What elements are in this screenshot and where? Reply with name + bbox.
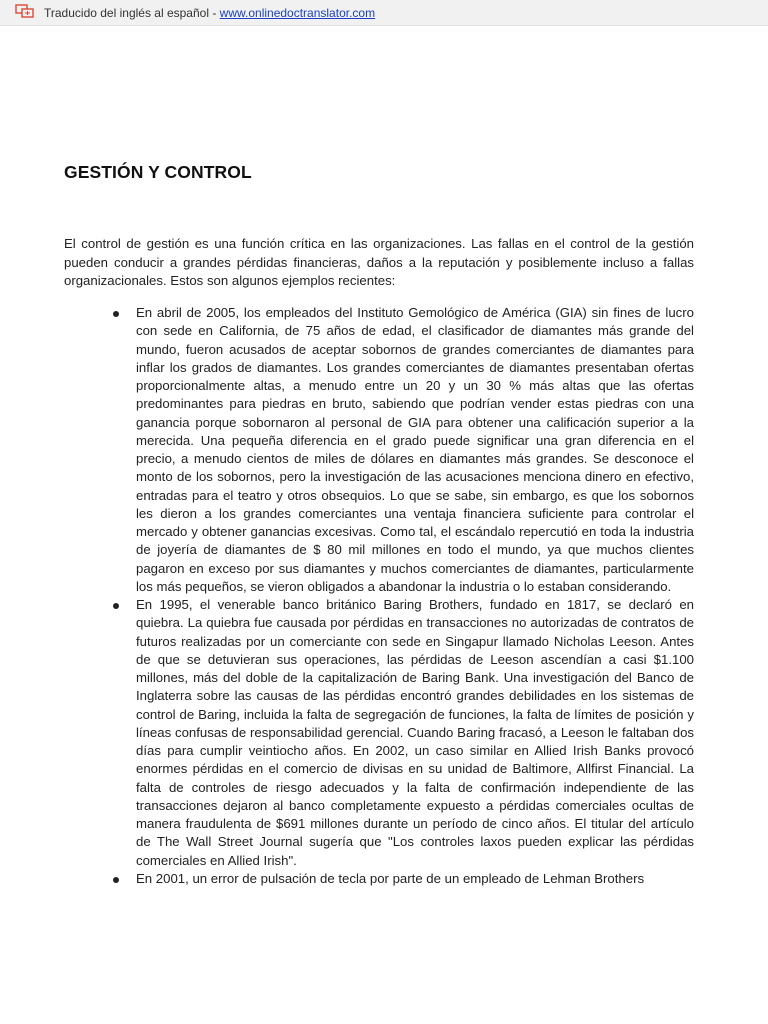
translation-banner [0,0,768,26]
list-item-text: En 2001, un error de pulsación de tecla por parte de un empleado de Lehman Brothers [136,870,645,886]
banner-text [44,6,375,20]
list-item [64,596,694,870]
document-title: GESTIÓN Y CONTROL [64,162,252,182]
list-item [64,304,694,596]
bullet-dot-icon [113,311,119,317]
banner-prefix: Traducido del inglés al español - [44,6,220,20]
intro-paragraph: El control de gestión es una función crítica en las organizaciones. Las fallas en el control de la gestión pueden conducir a grandes pérdidas financieras, daños a la reputación y posiblemente incluso a fallas organizacionales. Estos son algunos ejemplos recientes: [64,236,694,288]
translator-logo-icon [15,4,35,18]
translator-link[interactable]: www.onlinedoctranslator.com [219,6,376,20]
list-item-text: En abril de 2005, los empleados del Instituto Gemológico de América (GIA) sin fines de lucro con sede en California, de 75 años de edad, el clasificador de diamantes más grande del mundo, fueron acusados de aceptar sobornos de grandes comerciantes de diamantes para inflar los grados de diamantes. Los grandes comerciantes de diamantes presentaban ofertas proporcionalmente altas, a menudo entre un 20 y un 30 % más altas que las ofertas predominantes para piedras en bruto, sabiendo que podrían vender estas piedras con una ganancia porque sobornaron al personal de GIA para obtener una calificación superior a la merecida. Una pequeña diferencia en el grado puede significar una gran diferencia en el precio, a menudo cientos de miles de dólares en diamantes más grandes. Se desconoce el monto de los sobornos, pero la investigación de las acusaciones menciona dinero en efectivo, entradas para el teatro y otros obsequios. Lo que se sabe, sin embargo, es que los sobornos les dieron a los grandes comerciantes una ventaja financiera suficiente para controlar el mercado y obtener ganancias excesivas. Como tal, el escándalo repercutió en toda la industria de joyería de diamantes de $ 80 mil millones en todo el mundo, ya que muchos clientes pagaron en exceso por sus diamantes y muchos comerciantes de diamantes, particularmente los más pequeños, se vieron obligados a abandonar la industria o lo estaban considerando. [136,305,694,594]
bullet-dot-icon [113,877,119,883]
list-item [64,870,694,888]
list-item-text: En 1995, el venerable banco británico Baring Brothers, fundado en 1817, se declaró en quiebra. La quiebra fue causada por pérdidas en transacciones no autorizadas de contratos de futuros realizadas por un comerciante con sede en Singapur llamado Nicholas Leeson. Antes de que se detuvieran sus operaciones, las pérdidas de Leeson ascendían a casi $1.100 millones, más del doble de la capitalización de Baring Bank. Una investigación del Banco de Inglaterra sobre las causas de las pérdidas encontró grandes debilidades en los sistemas de control de Baring, incluida la falta de segregación de funciones, la falta de límites de posición y líneas confusas de responsabilidad gerencial. Cuando Baring fracasó, a Leeson le faltaban dos días para cumplir veintiocho años. En 2002, un caso similar en Allied Irish Banks provocó enormes pérdidas en el comercio de divisas en su unidad de Baltimore, Allfirst Financial. La falta de controles de riesgo adecuados y la falta de confirmación independiente de las transacciones dejaron al banco completamente expuesto a pérdidas comerciales ocultas de manera fraudulenta de $691 millones durante un período de cinco años. El titular del artículo de The Wall Street Journal sugería que "Los controles laxos pueden explicar las pérdidas comerciales en Allied Irish". [136,597,694,868]
bullet-dot-icon [113,603,119,609]
examples-list [64,304,694,888]
